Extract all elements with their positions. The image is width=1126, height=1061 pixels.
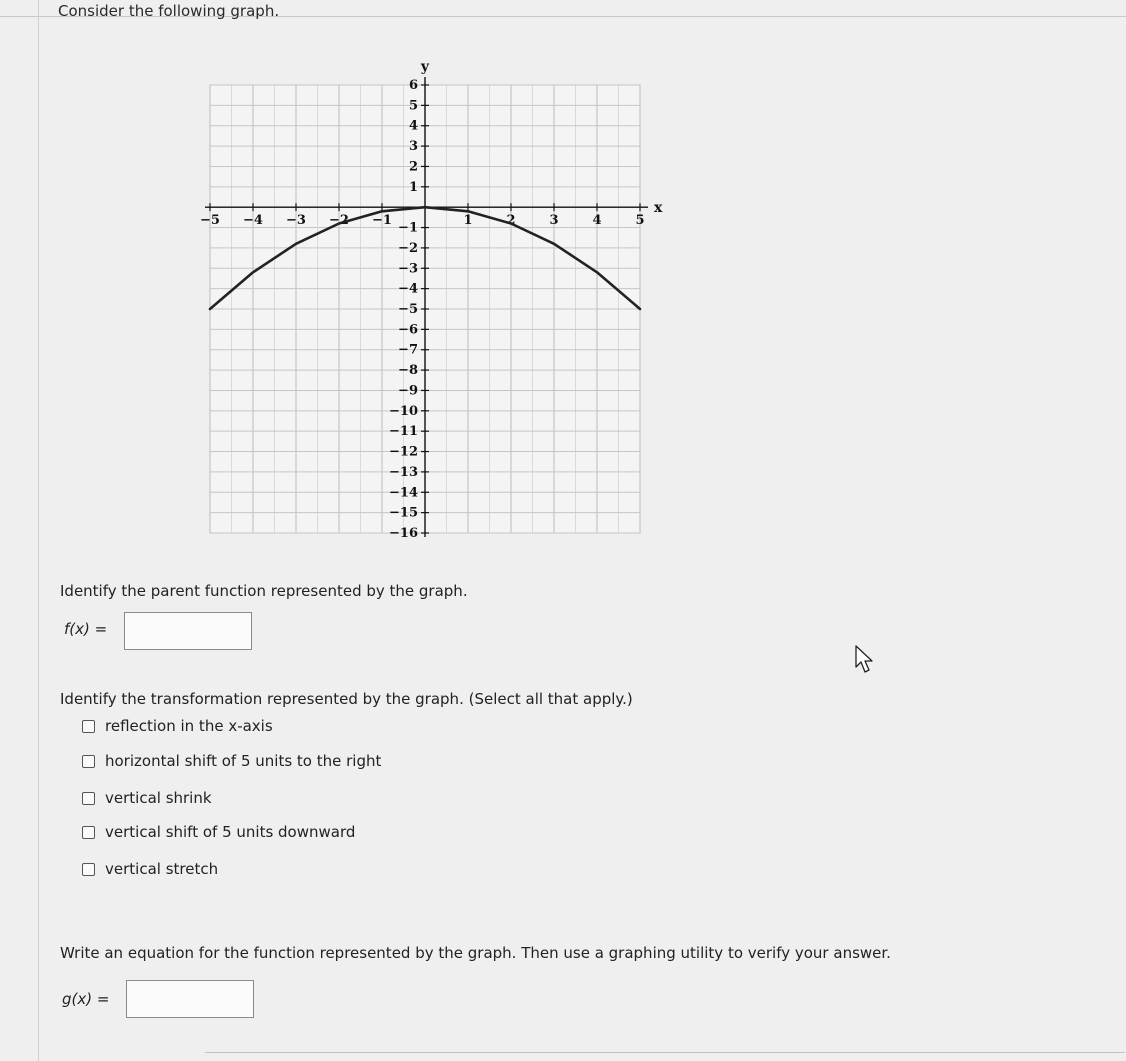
option-label: vertical shift of 5 units downward: [105, 823, 356, 841]
checkbox[interactable]: [82, 792, 95, 805]
equals-sign: =: [96, 990, 110, 1008]
x-tick-label: −1: [372, 213, 392, 229]
y-tick-label: −15: [389, 505, 418, 521]
mouse-cursor-icon: [855, 645, 877, 675]
x-tick-label: 2: [506, 213, 516, 229]
y-tick-label: −16: [389, 526, 418, 541]
option-vertical-shrink[interactable]: [82, 787, 212, 809]
question-prompt: Consider the following graph.: [58, 2, 280, 20]
x-tick-label: 5: [635, 213, 645, 229]
checkbox[interactable]: [82, 755, 95, 768]
y-tick-label: −13: [389, 464, 418, 480]
equals-sign: =: [94, 620, 108, 638]
option-label: horizontal shift of 5 units to the right: [105, 752, 382, 770]
y-tick-label: 2: [408, 159, 418, 175]
equation-input[interactable]: [126, 980, 254, 1018]
y-tick-label: 4: [408, 118, 418, 134]
f-of-x-text: f(x): [64, 620, 90, 638]
bottom-divider: [205, 1052, 1125, 1053]
y-tick-label: −5: [398, 302, 418, 317]
option-label: reflection in the x-axis: [105, 717, 273, 735]
y-tick-label: −12: [389, 444, 418, 460]
option-vertical-shift-down[interactable]: [82, 821, 355, 843]
checkbox[interactable]: [82, 720, 95, 733]
y-axis-label: y: [420, 59, 430, 75]
parent-function-prompt: Identify the parent function represented by the graph.: [60, 582, 468, 600]
x-tick-label: −3: [286, 213, 306, 229]
option-label: vertical stretch: [105, 860, 219, 878]
equation-label: [62, 990, 109, 1008]
y-tick-label: −8: [398, 363, 418, 379]
g-of-x-text: g(x): [62, 990, 93, 1008]
y-tick-label: 3: [408, 139, 418, 155]
left-margin-line: [38, 0, 39, 1061]
x-tick-label: −2: [329, 213, 349, 229]
x-axis-label: x: [654, 200, 663, 217]
x-tick-label: 1: [463, 213, 473, 229]
function-graph: [195, 50, 685, 550]
y-tick-label: −7: [398, 342, 418, 358]
y-tick-label: −1: [398, 220, 418, 236]
y-tick-label: −3: [398, 261, 418, 277]
checkbox[interactable]: [82, 826, 95, 839]
y-tick-label: −9: [398, 383, 418, 399]
x-tick-label: −4: [243, 213, 263, 229]
parent-function-label: [64, 620, 107, 638]
x-tick-label: −5: [200, 213, 220, 229]
y-tick-label: −2: [398, 240, 418, 256]
y-tick-label: 5: [408, 98, 418, 114]
option-vertical-stretch[interactable]: [82, 858, 218, 880]
y-tick-label: −11: [389, 424, 418, 440]
y-tick-label: −10: [389, 403, 418, 419]
parent-function-input[interactable]: [124, 612, 252, 650]
option-label: vertical shrink: [105, 789, 212, 807]
checkbox[interactable]: [82, 863, 95, 876]
transformation-prompt: Identify the transformation represented by the graph. (Select all that apply.): [60, 690, 633, 708]
x-tick-label: 3: [549, 213, 559, 229]
equation-prompt: Write an equation for the function represented by the graph. Then use a graphing utility to verify your answer.: [60, 944, 891, 962]
y-tick-label: −6: [398, 322, 418, 338]
option-horizontal-shift-right[interactable]: [82, 750, 381, 772]
y-tick-label: 6: [408, 78, 418, 93]
y-tick-label: −14: [389, 485, 418, 501]
option-reflection-x-axis[interactable]: [82, 715, 273, 737]
x-tick-label: 4: [592, 213, 602, 229]
y-tick-label: −4: [398, 281, 418, 297]
y-tick-label: 1: [408, 179, 418, 195]
